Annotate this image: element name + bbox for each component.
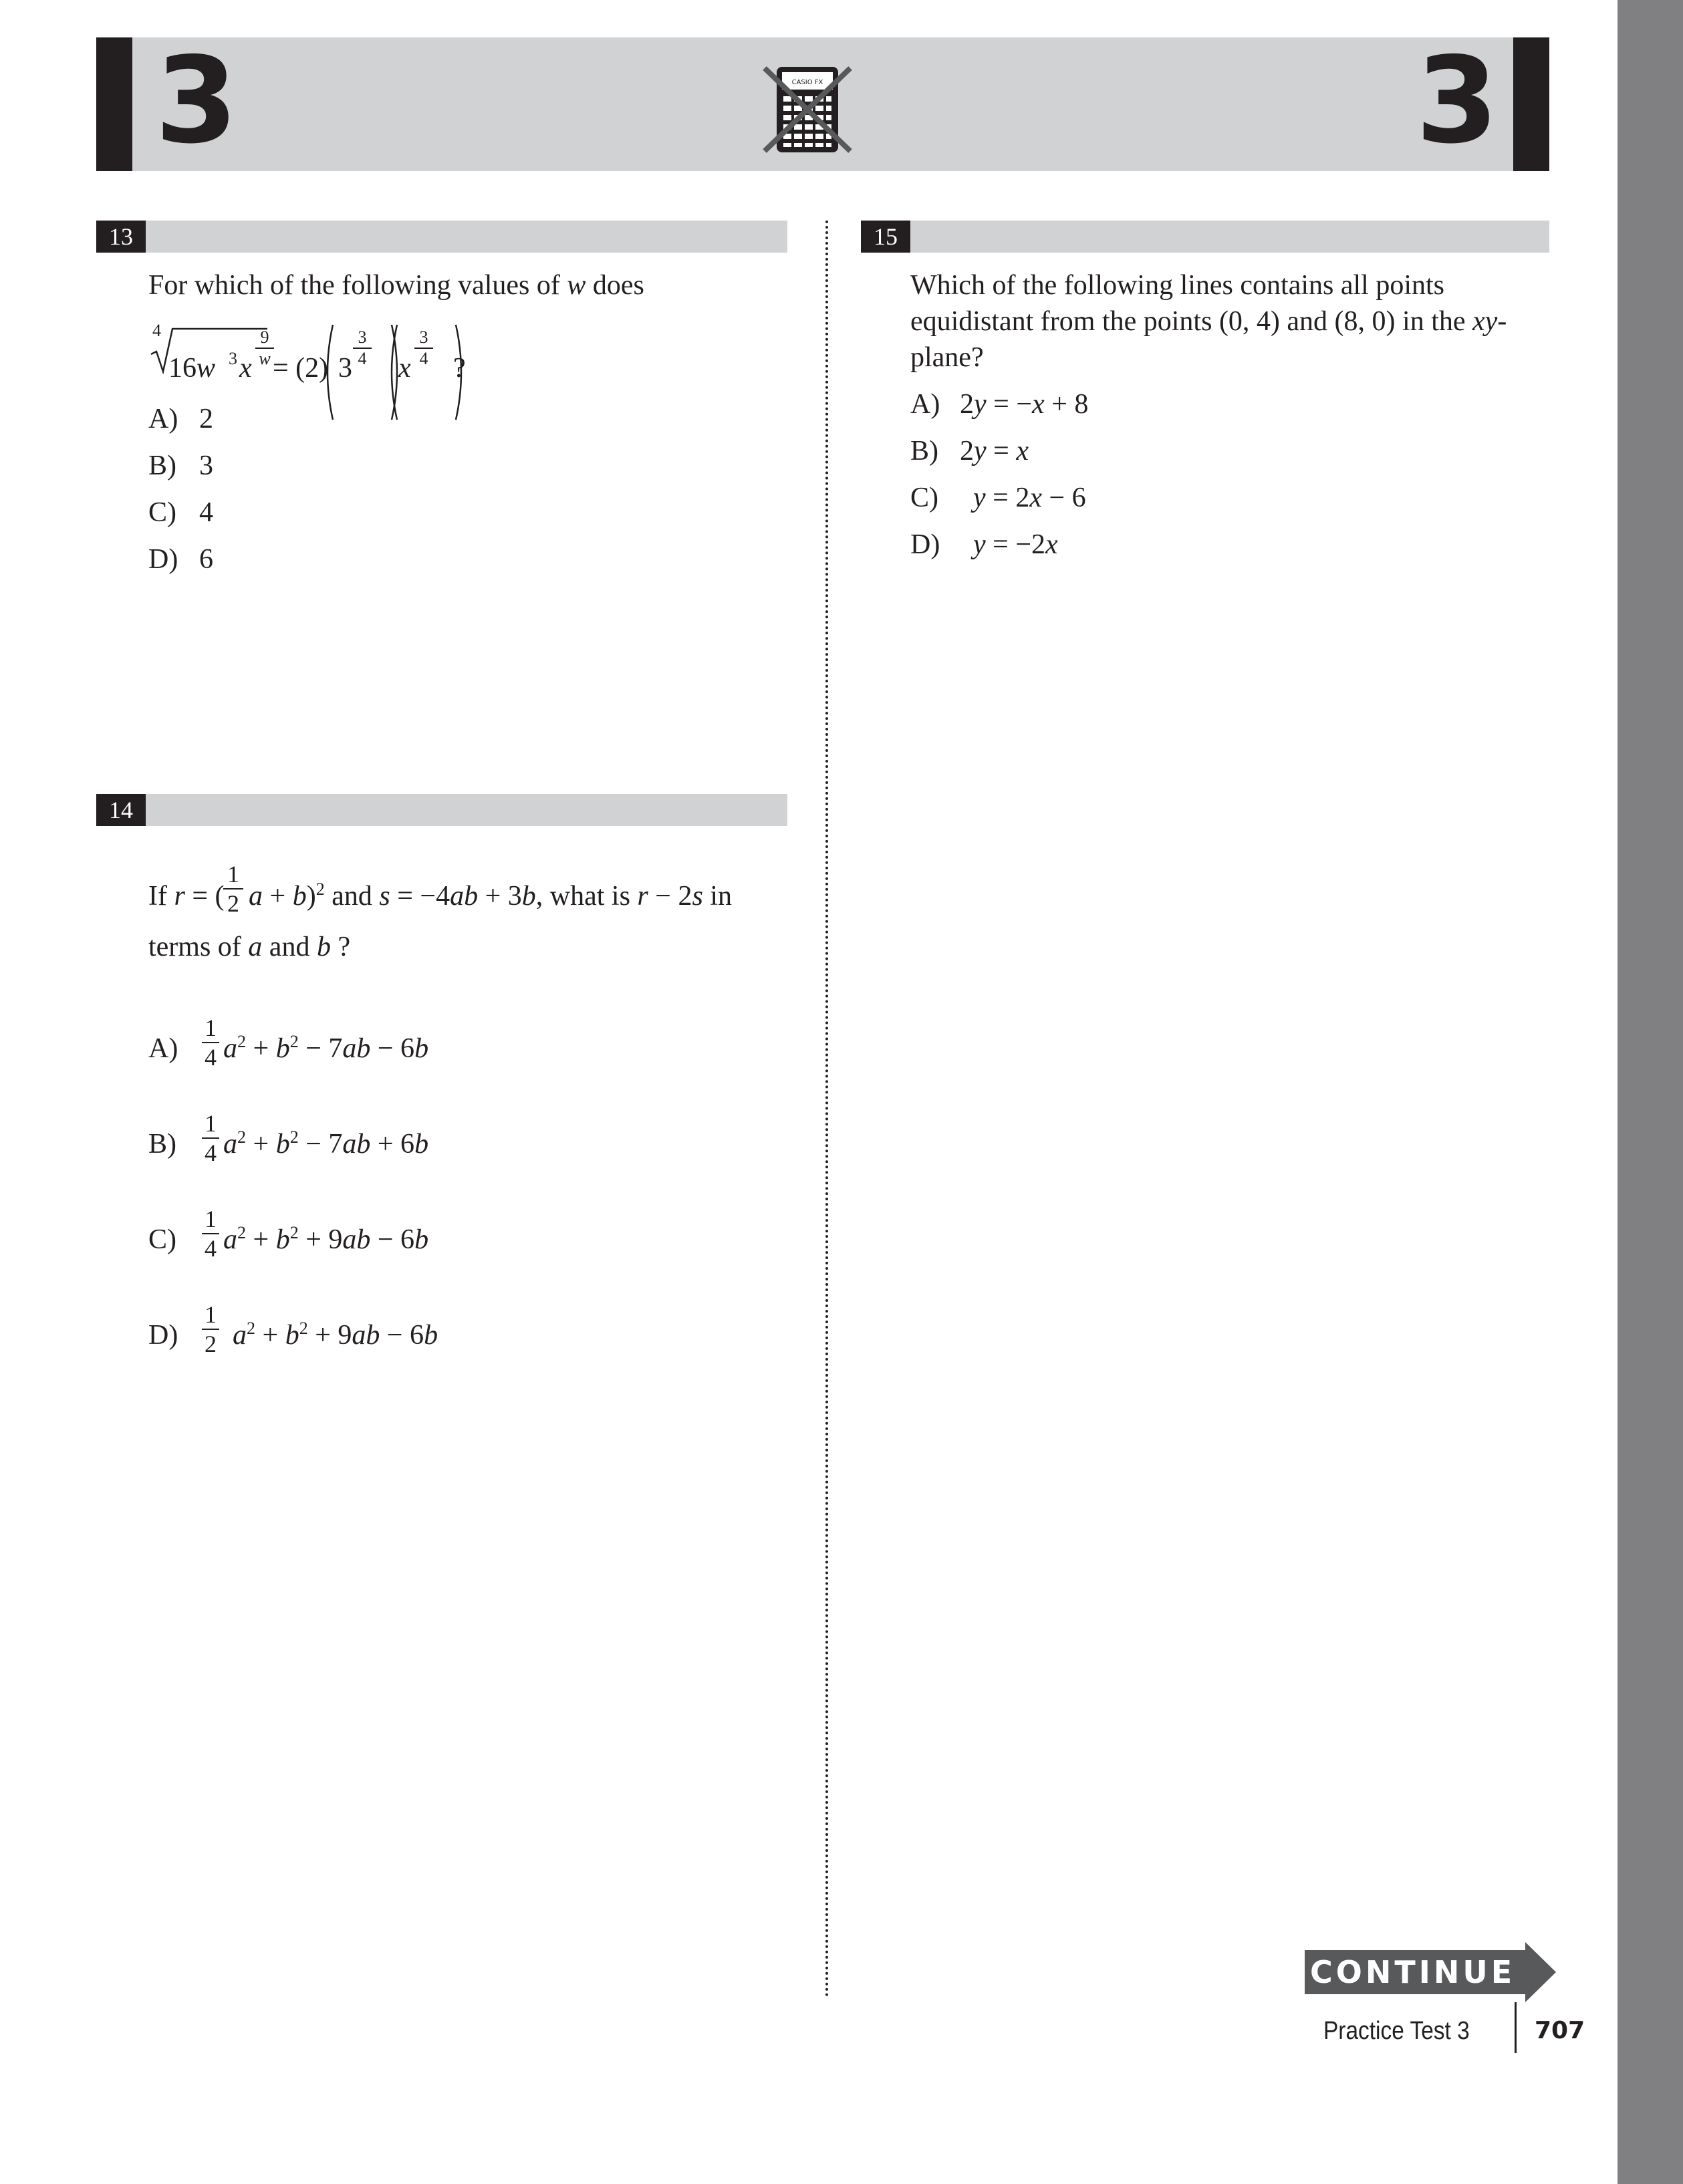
section-number-left: 3: [155, 31, 238, 170]
question-14-prompt: If r = ( 1 2 a + b)$^2$ and s = −4ab + 3b, what is r − 2s in terms of a and b ?: [148, 861, 732, 962]
question-13-choice-d[interactable]: D) 6: [148, 544, 213, 575]
question-15-prompt-line-3: plane?: [910, 342, 984, 373]
question-15-prompt-line-2: equidistant from the points (0, 4) and (8, 0) in the xy-: [910, 306, 1507, 337]
root-index: 4: [152, 321, 161, 340]
section-number-right: 3: [1416, 31, 1499, 170]
question-15-choice-d[interactable]: D) y = −2x: [910, 529, 1058, 560]
continue-label: CONTINUE: [1310, 1954, 1516, 1990]
no-calculator-icon: [759, 63, 856, 156]
question-13-choice-a[interactable]: A) 2: [148, 404, 213, 434]
question-14-choice-c[interactable]: C) 1 4 $a^2 + b^2 + 9ab - 6b$: [148, 1206, 429, 1262]
question-14-choice-a[interactable]: A) 1 4 $a^2 + b^2 - 7ab - 6b$: [148, 1014, 429, 1071]
x-base-2: x: [398, 353, 411, 384]
question-15-header: [861, 221, 1549, 253]
question-15-prompt-line-1: Which of the following lines contains all points: [910, 270, 1445, 301]
section-bar-right: [1513, 37, 1549, 171]
radicand-coef: 16: [168, 353, 197, 384]
question-14-choice-b[interactable]: B) 1 4 $a^2 + b^2 - 7ab + 6b$: [148, 1110, 429, 1166]
question-13-prompt: For which of the following values of w does: [148, 270, 644, 301]
x-base: x: [239, 353, 252, 384]
question-13-equation: 4 16w 3 x 9 w = (2) 3 3 4 x 3 4 ?: [148, 321, 496, 421]
question-15-choice-b[interactable]: B) 2y = x: [910, 436, 1029, 466]
equals-two: = (2): [273, 353, 329, 384]
column-divider: [825, 221, 828, 1998]
question-mark: ?: [453, 353, 466, 384]
question-14-number: 14: [96, 794, 146, 826]
page-edge-strip: [1617, 0, 1683, 2184]
practice-test-label: Practice Test 3: [1323, 2017, 1470, 2045]
question-15-number: 15: [861, 221, 910, 253]
question-14-header: [96, 794, 787, 826]
footer-divider: [1515, 2002, 1517, 2053]
question-15-choice-c[interactable]: C) y = 2x − 6: [910, 483, 1086, 513]
section-bar-left: [96, 37, 132, 171]
question-13-number: 13: [96, 221, 146, 253]
question-13-choice-b[interactable]: B) 3: [148, 450, 213, 481]
page-number: 707: [1535, 2017, 1585, 2044]
question-14-choice-d[interactable]: D) 1 2 $a^2 + b^2 + 9ab - 6b$: [148, 1301, 438, 1357]
question-13-choice-c[interactable]: C) 4: [148, 497, 213, 528]
question-13-header: [96, 221, 787, 253]
w-exponent: 3: [229, 349, 237, 368]
question-15-choice-a[interactable]: A) 2y = −x + 8: [910, 389, 1089, 420]
three-base: 3: [338, 353, 352, 384]
calculator-brand: CASIO FX: [791, 79, 823, 86]
